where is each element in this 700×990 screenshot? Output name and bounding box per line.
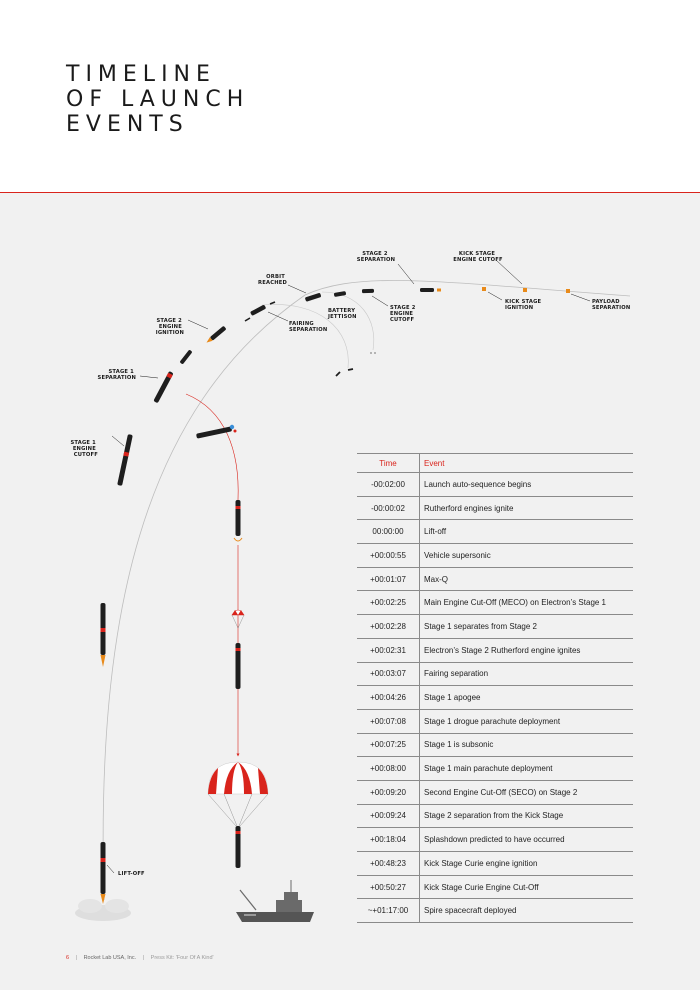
payload-marker	[566, 289, 570, 293]
recovery-ship	[236, 880, 314, 922]
table-row	[357, 520, 633, 544]
label-battery-jettison: BATTERY JETTISON	[328, 308, 357, 320]
page-number: 6	[66, 955, 70, 961]
table-row	[357, 544, 633, 568]
table-row	[357, 780, 633, 804]
rocket-stage2-ignition	[205, 326, 226, 345]
column-header-time: Time	[357, 454, 420, 473]
label-lift-off: LIFT-OFF	[118, 871, 145, 877]
row-event: Stage 2 separation from the Kick Stage	[420, 804, 634, 828]
footer-company: Rocket Lab USA, Inc.	[83, 955, 137, 961]
table-row	[357, 757, 633, 781]
row-time: +00:02:25	[357, 591, 420, 615]
row-event: Main Engine Cut-Off (MECO) on Electron’s Stage 1	[420, 591, 634, 615]
label-kick-stage-cutoff: KICK STAGE ENGINE CUTOFF	[453, 251, 503, 263]
row-event: Lift-off	[420, 520, 634, 544]
row-event: Electron’s Stage 2 Rutherford engine ignites	[420, 638, 634, 662]
kick-stage-marker-2	[523, 288, 527, 292]
row-time: ~+01:17:00	[357, 899, 420, 923]
title-line-1: TIMELINE	[66, 62, 216, 87]
row-time: +00:08:00	[357, 757, 420, 781]
row-event: Stage 1 is subsonic	[420, 733, 634, 757]
column-header-event: Event	[420, 454, 634, 473]
rocket-stage1-cutoff	[117, 434, 133, 486]
row-time: +00:50:27	[357, 875, 420, 899]
footer-separator: |	[142, 955, 145, 961]
table-row	[357, 686, 633, 710]
label-stage1-separation: STAGE 1 SEPARATION	[97, 369, 136, 381]
page-title	[66, 62, 249, 137]
table-row	[357, 591, 633, 615]
battery-fall-path	[322, 292, 374, 350]
table-row	[357, 709, 633, 733]
label-stage2-ignition: STAGE 2 ENGINE IGNITION	[155, 318, 184, 336]
table-row	[357, 567, 633, 591]
row-time: +00:48:23	[357, 852, 420, 876]
row-time: +00:04:26	[357, 686, 420, 710]
table-row	[357, 804, 633, 828]
row-time: +00:09:24	[357, 804, 420, 828]
launch-events-table	[357, 453, 633, 923]
row-time: -00:00:02	[357, 496, 420, 520]
footer-document: Press Kit: 'Four Of A Kind'	[150, 955, 214, 961]
battery-2	[374, 352, 376, 354]
label-stage2-cutoff: STAGE 2 ENGINE CUTOFF	[390, 305, 416, 323]
main-parachute	[208, 762, 268, 868]
title-line-3: EVENTS	[66, 112, 189, 137]
row-event: Kick Stage Curie engine ignition	[420, 852, 634, 876]
rocket-stage2-separation	[420, 288, 441, 292]
table-row	[357, 733, 633, 757]
row-time: +00:02:31	[357, 638, 420, 662]
table-row	[357, 662, 633, 686]
table-row	[357, 899, 633, 923]
row-event: Spire spacecraft deployed	[420, 899, 634, 923]
row-time: +00:00:55	[357, 544, 420, 568]
row-event: Stage 1 separates from Stage 2	[420, 615, 634, 639]
row-time: 00:00:00	[357, 520, 420, 544]
row-time: +00:02:28	[357, 615, 420, 639]
footer-separator: |	[75, 955, 78, 961]
row-time: +00:18:04	[357, 828, 420, 852]
label-stage2-separation: STAGE 2 SEPARATION	[356, 251, 396, 263]
rocket-ascent	[101, 603, 106, 667]
row-event: Rutherford engines ignite	[420, 496, 634, 520]
row-event: Stage 1 drogue parachute deployment	[420, 709, 634, 733]
label-orbit-reached: ORBIT REACHED	[258, 274, 287, 286]
row-time: +00:07:25	[357, 733, 420, 757]
rocket-liftoff	[101, 842, 106, 904]
rocket-stage2-cutoff	[362, 289, 374, 293]
kick-stage-marker-1	[482, 287, 486, 291]
row-time: +00:01:07	[357, 567, 420, 591]
row-time: +00:07:08	[357, 709, 420, 733]
row-event: Fairing separation	[420, 662, 634, 686]
label-payload-separation: PAYLOAD SEPARATION	[592, 299, 631, 311]
page-footer	[66, 955, 214, 961]
table-header-row	[357, 454, 633, 473]
title-line-2: OF LAUNCH	[66, 87, 250, 112]
table-row	[357, 638, 633, 662]
row-time: +00:09:20	[357, 780, 420, 804]
rocket-battery-jettison	[334, 291, 347, 297]
table-row	[357, 496, 633, 520]
row-event: Second Engine Cut-Off (SECO) on Stage 2	[420, 780, 634, 804]
row-time: -00:02:00	[357, 473, 420, 497]
fairing-half-2	[348, 369, 353, 370]
table-row	[357, 828, 633, 852]
row-event: Launch auto-sequence begins	[420, 473, 634, 497]
table-row	[357, 875, 633, 899]
table-row	[357, 615, 633, 639]
rocket-stage1-separation	[153, 371, 173, 403]
label-kick-stage-ignition: KICK STAGE IGNITION	[505, 299, 542, 311]
label-stage1-cutoff: STAGE 1 ENGINE CUTOFF	[70, 440, 98, 458]
stage1-vertical-descent	[234, 500, 242, 541]
stage1-return-path	[186, 394, 238, 500]
table-row	[357, 852, 633, 876]
battery-1	[370, 352, 372, 354]
stage1-reentry	[196, 425, 237, 439]
label-fairing-separation: FAIRING SEPARATION	[289, 321, 328, 333]
table-row	[357, 473, 633, 497]
row-event: Stage 1 main parachute deployment	[420, 757, 634, 781]
rocket-fairing-separation	[250, 304, 266, 315]
row-event: Vehicle supersonic	[420, 544, 634, 568]
row-time: +00:03:07	[357, 662, 420, 686]
fairing-half-1	[336, 372, 340, 376]
row-event: Kick Stage Curie Engine Cut-Off	[420, 875, 634, 899]
row-event: Stage 1 apogee	[420, 686, 634, 710]
page-header	[0, 0, 700, 193]
row-event: Splashdown predicted to have occurred	[420, 828, 634, 852]
row-event: Max-Q	[420, 567, 634, 591]
